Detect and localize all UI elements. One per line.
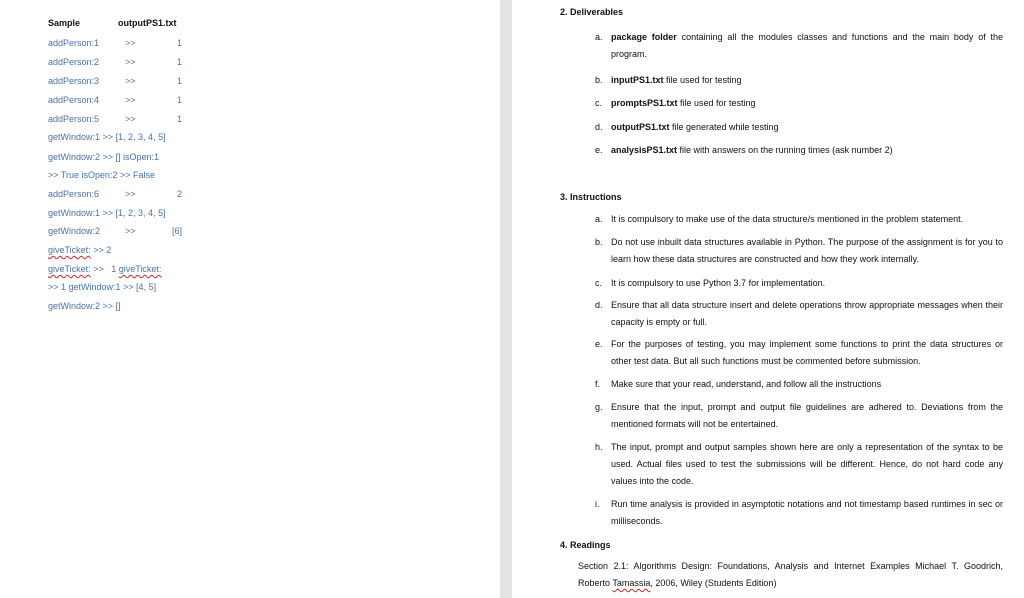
deliverable-name: analysisPS1.txt: [611, 145, 678, 155]
deliverable-name: package folder: [611, 32, 677, 42]
instruction-item: [595, 297, 1003, 331]
item-marker: a.: [595, 32, 603, 42]
instructions-heading: 3. Instructions: [560, 192, 622, 202]
deliverable-desc: file used for testing: [677, 98, 756, 108]
sample-line: getWindow:1 >> [1, 2, 3, 4, 5]: [48, 208, 166, 218]
readings-text: [578, 558, 1003, 592]
instruction-item: [595, 336, 1003, 370]
sample-value: 1: [176, 95, 182, 105]
instruction-item: [595, 399, 1003, 433]
sample-label: getWindow:2: [48, 226, 101, 236]
item-marker: d.: [595, 122, 603, 132]
deliverable-name: outputPS1.txt: [611, 122, 670, 132]
sample-label: addPerson:2: [48, 57, 100, 67]
reading-citation-end: , 2006, Wiley (Students Edition): [650, 578, 777, 588]
sample-line: [48, 245, 111, 255]
spellcheck-word: giveTicket:: [118, 264, 162, 274]
output-file-header: outputPS1.txt: [118, 18, 177, 28]
instruction-item: [595, 496, 1003, 530]
sample-separator: >>: [125, 76, 136, 86]
instruction-text: It is compulsory to make use of the data structure/s mentioned in the problem statement.: [611, 214, 964, 224]
deliverable-item: [595, 29, 1003, 63]
item-marker: h.: [595, 442, 603, 452]
instruction-text: Do not use inbuilt data structures available in Python. The purpose of the assignment is for you to learn how these data structures are constructed and how they work internally.: [611, 237, 1003, 264]
item-marker: g.: [595, 402, 603, 412]
sample-separator: >>: [125, 57, 136, 67]
instruction-text: For the purposes of testing, you may implement some functions to print the data structures or other test data. But all such functions must be commented before submission.: [611, 339, 1003, 366]
instruction-text: The input, prompt and output samples shown here are only a representation of the syntax to be used. Actual files used to test the submissions will be different. Hence, do not hard code any values into the code.: [611, 442, 1003, 486]
sample-line: >> 1 getWindow:1 >> [4, 5]: [48, 282, 157, 292]
item-marker: c.: [595, 98, 603, 108]
sample-value: 1: [176, 114, 182, 124]
spellcheck-word: Tamassia: [612, 578, 651, 588]
sample-separator: >>: [125, 38, 136, 48]
instruction-item: [595, 234, 1003, 268]
left-page: [0, 0, 500, 598]
sample-header: Sample: [48, 18, 81, 28]
deliverable-desc: file used for testing: [663, 75, 742, 85]
reading-citation: Section 2.1: Algorithms Design: Foundations, Analysis and Internet Examples Michael T. Goodrich, Roberto: [578, 561, 1003, 588]
sample-label: addPerson:5: [48, 114, 100, 124]
sample-line: getWindow:2 >> []: [48, 301, 121, 311]
sample-separator: >>: [125, 114, 136, 124]
sample-value: 2: [176, 189, 182, 199]
right-page: [512, 0, 1024, 598]
sample-line: [48, 264, 161, 274]
sample-label: addPerson:4: [48, 95, 100, 105]
sample-value: 1: [176, 57, 182, 67]
sample-label: addPerson:6: [48, 189, 100, 199]
instruction-item: [595, 439, 1003, 490]
item-marker: b.: [595, 237, 603, 247]
item-marker: f.: [595, 379, 601, 389]
deliverable-desc: file generated while testing: [669, 122, 779, 132]
item-marker: i.: [595, 499, 600, 509]
sample-line: getWindow:2 >> [] isOpen:1: [48, 152, 160, 162]
instruction-text: It is compulsory to use Python 3.7 for implementation.: [611, 278, 826, 288]
sample-separator: >>: [125, 226, 136, 236]
deliverable-desc: containing all the modules classes and functions and the main body of the program.: [611, 32, 1003, 59]
sample-separator: >>: [125, 95, 136, 105]
sample-separator: >>: [125, 189, 136, 199]
sample-value: 1: [176, 76, 182, 86]
sample-label: addPerson:1: [48, 38, 100, 48]
sample-line: getWindow:1 >> [1, 2, 3, 4, 5]: [48, 132, 166, 142]
sample-label: addPerson:3: [48, 76, 100, 86]
sample-value: 1: [176, 38, 182, 48]
item-marker: a.: [595, 214, 603, 224]
instruction-text: Ensure that all data structure insert and delete operations throw appropriate messages when their capacity is empty or full.: [611, 300, 1003, 327]
deliverable-name: promptsPS1.txt: [611, 98, 678, 108]
spellcheck-word: giveTicket:: [48, 264, 91, 274]
sample-text: >> 1: [90, 264, 119, 274]
item-marker: e.: [595, 145, 603, 155]
sample-line: >> True isOpen:2 >> False: [48, 170, 156, 180]
item-marker: e.: [595, 339, 603, 349]
instruction-text: Make sure that your read, understand, and follow all the instructions: [611, 379, 882, 389]
deliverables-heading: 2. Deliverables: [560, 7, 624, 17]
instruction-text: Ensure that the input, prompt and output file guidelines are adhered to. Deviations from the mentioned formats will not be entertained.: [611, 402, 1003, 429]
item-marker: b.: [595, 75, 603, 85]
item-marker: d.: [595, 300, 603, 310]
sample-text: >> 2: [90, 245, 112, 255]
spellcheck-word: giveTicket:: [48, 245, 91, 255]
deliverable-name: inputPS1.txt: [611, 75, 664, 85]
deliverable-desc: file with answers on the running times (ask number 2): [677, 145, 893, 155]
readings-heading: 4. Readings: [560, 540, 611, 550]
item-marker: c.: [595, 278, 603, 288]
sample-value: [6]: [171, 226, 182, 236]
instruction-text: Run time analysis is provided in asymptotic notations and not timestamp based runtimes in sec or milliseconds.: [611, 499, 1003, 526]
